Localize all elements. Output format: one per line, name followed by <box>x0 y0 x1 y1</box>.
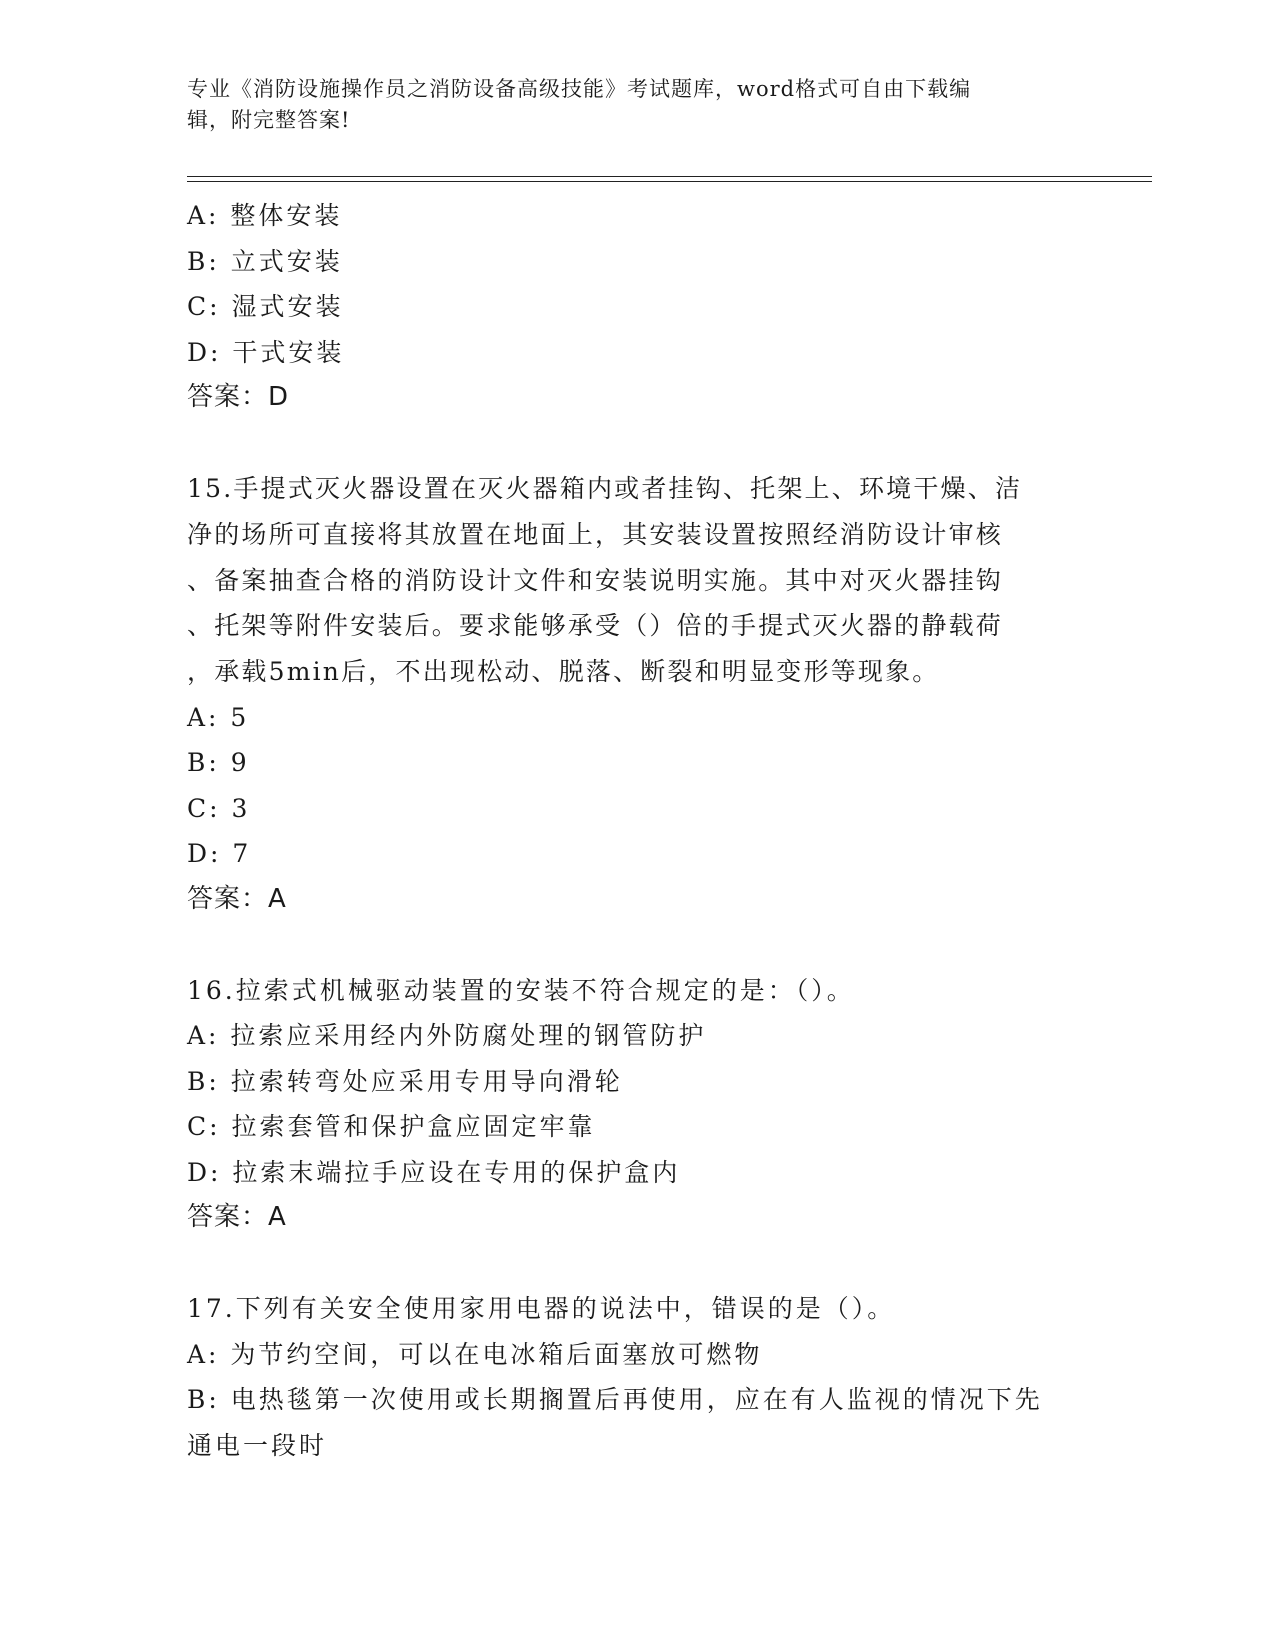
header-divider-bottom <box>187 181 1152 182</box>
question-stem: 17.下列有关安全使用家用电器的说法中，错误的是（）。 <box>187 1294 896 1324</box>
stem-line: ，承载5min后，不出现松动、脱落、断裂和明显变形等现象。 <box>187 657 940 687</box>
answer: 答案：A <box>187 1202 287 1233</box>
header-divider-top <box>187 176 1152 177</box>
answer: 答案：A <box>187 883 287 914</box>
question-stem: 16.拉索式机械驱动装置的安装不符合规定的是：（）。 <box>187 975 855 1005</box>
spacer <box>187 421 1087 467</box>
option-a: A: 整体安装 <box>187 201 343 230</box>
option-c: C: 3 <box>187 793 251 823</box>
spacer <box>187 1241 1087 1287</box>
option-b-continued: 通电一段时 <box>187 1430 328 1460</box>
option-b: B: 立式安装 <box>187 246 343 276</box>
header-line-1: 专业《消防设施操作员之消防设备高级技能》考试题库，word格式可自由下载编 <box>187 77 972 101</box>
answer: 答案：D <box>187 382 290 412</box>
option-a: A: 5 <box>187 702 250 732</box>
stem-line: 、备案抽查合格的消防设计文件和安装说明实施。其中对灭火器挂钩 <box>187 565 1004 595</box>
option-a: A: 为节约空间，可以在电冰箱后面塞放可燃物 <box>187 1339 763 1369</box>
question-15 <box>187 466 1087 922</box>
header-line-2: 辑，附完整答案! <box>187 108 351 132</box>
spacer <box>187 922 1087 968</box>
question-14 <box>187 193 1087 421</box>
question-stem <box>187 466 1067 695</box>
option-d: D: 干式安装 <box>187 337 345 367</box>
stem-line: 、托架等附件安装后。要求能够承受（）倍的手提式灭火器的静载荷 <box>187 611 1004 641</box>
option-d: D: 7 <box>187 839 252 869</box>
question-content <box>187 193 1087 1468</box>
question-16 <box>187 968 1087 1241</box>
document-header <box>187 74 1067 136</box>
option-a: A: 拉索应采用经内外防腐处理的钢管防护 <box>187 1021 707 1051</box>
option-c: C: 拉索套管和保护盒应固定牢靠 <box>187 1112 596 1142</box>
option-c: C: 湿式安装 <box>187 292 344 321</box>
option-b: B: 电热毯第一次使用或长期搁置后再使用，应在有人监视的情况下先 <box>187 1385 1043 1415</box>
option-b: B: 拉索转弯处应采用专用导向滑轮 <box>187 1066 623 1096</box>
option-b: B: 9 <box>187 748 250 778</box>
stem-line: 15.手提式灭火器设置在灭火器箱内或者挂钩、托架上、环境干燥、洁 <box>187 474 1023 503</box>
stem-line: 净的场所可直接将其放置在地面上，其安装设置按照经消防设计审核 <box>187 519 1004 549</box>
question-17 <box>187 1286 1087 1468</box>
option-d: D: 拉索末端拉手应设在专用的保护盒内 <box>187 1157 681 1187</box>
